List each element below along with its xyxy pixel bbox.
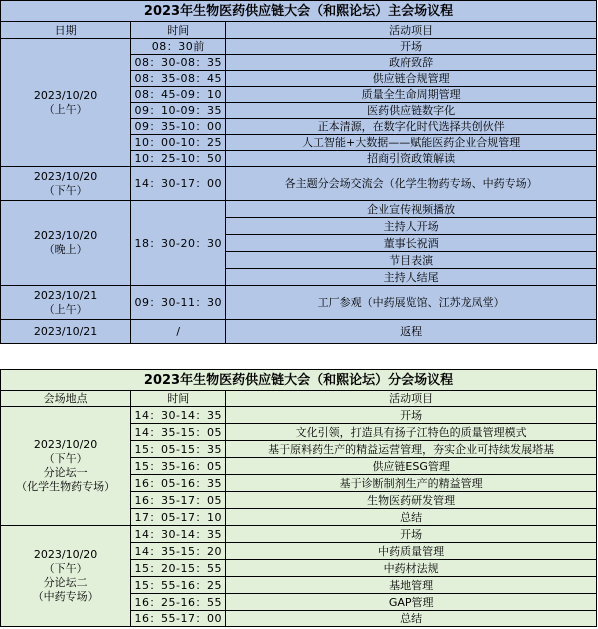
header-date: 日期 — [1, 22, 131, 39]
time-cell: 14：30-14：35 — [131, 526, 226, 543]
venue-name: 分论坛二 — [43, 576, 88, 589]
activity-cell: 文化引领，打造具有扬子江特色的质量管理模式 — [226, 424, 597, 441]
time-cell: 16：05-16：35 — [131, 475, 226, 492]
period-text: （上午） — [43, 302, 88, 316]
date-text: 2023/10/21 — [33, 288, 98, 302]
venue-topic: （化学生物药专场） — [16, 480, 116, 493]
date-text: 2023/10/20 — [33, 88, 98, 102]
activity-cell: 董事长祝酒 — [226, 235, 597, 252]
activity-cell: 质量全生命周期管理 — [226, 87, 597, 103]
time-cell: 15：20-15：55 — [131, 560, 226, 577]
header-venue: 会场地点 — [1, 391, 131, 407]
venue-topic: （中药专场） — [32, 590, 99, 603]
time-cell: 10：25-10：50 — [131, 151, 226, 167]
time-cell: 14：35-15：05 — [131, 424, 226, 441]
date-text: 2023/10/20 — [33, 229, 98, 242]
time-cell: 17：05-17：10 — [131, 509, 226, 526]
date-cell — [1, 286, 131, 320]
activity-cell: 人工智能+大数据——赋能医药企业合规管理 — [226, 135, 597, 151]
time-cell: 08：30前 — [131, 39, 226, 55]
time-cell: 09：30-11：30 — [131, 286, 226, 320]
period-text: （下午） — [43, 183, 88, 197]
time-cell: / — [131, 320, 226, 344]
activity-cell: 基于原料药生产的精益运营管理，夯实企业可持续发展塔基 — [226, 441, 597, 458]
sub-venue-agenda-table — [0, 369, 597, 627]
period-text: （下午） — [43, 452, 88, 465]
venue-cell — [1, 407, 131, 526]
time-cell: 16：35-17：05 — [131, 492, 226, 509]
activity-cell: 总结 — [226, 509, 597, 526]
activity-cell: 生物医药研发管理 — [226, 492, 597, 509]
date-cell: 2023/10/21 — [1, 320, 131, 344]
time-cell: 10：00-10：25 — [131, 135, 226, 151]
date-text: 2023/10/20 — [33, 548, 98, 561]
activity-cell: 中药质量管理 — [226, 543, 597, 560]
activity-cell: 招商引资政策解读 — [226, 151, 597, 167]
activity-cell: 开场 — [226, 407, 597, 424]
header-activity: 活动项目 — [226, 391, 597, 407]
period-text: （下午） — [43, 562, 88, 575]
date-cell — [1, 167, 131, 201]
time-cell: 15：05-15：35 — [131, 441, 226, 458]
activity-cell: 主持人结尾 — [226, 269, 597, 286]
activity-cell: 正本清源，在数字化时代选择共创伙伴 — [226, 119, 597, 135]
activity-cell: 返程 — [226, 320, 597, 344]
activity-cell: 政府致辞 — [226, 55, 597, 71]
time-cell: 08：35-08：45 — [131, 71, 226, 87]
header-activity: 活动项目 — [226, 22, 597, 39]
header-time: 时间 — [131, 391, 226, 407]
time-cell: 08：45-09：10 — [131, 87, 226, 103]
date-text: 2023/10/20 — [33, 438, 98, 451]
activity-cell: 主持人开场 — [226, 218, 597, 235]
activity-cell: 节目表演 — [226, 252, 597, 269]
date-text: 2023/10/20 — [33, 169, 98, 183]
activity-cell: 各主题分会场交流会（化学生物药专场、中药专场） — [226, 167, 597, 201]
date-cell — [1, 201, 131, 286]
time-cell: 14：35-15：20 — [131, 543, 226, 560]
period-text: （晚上） — [43, 243, 88, 256]
activity-cell: GAP管理 — [226, 594, 597, 611]
activity-cell: 开场 — [226, 39, 597, 55]
activity-cell: 基于诊断制剂生产的精益管理 — [226, 475, 597, 492]
table-separator — [0, 352, 598, 369]
period-text: （上午） — [43, 102, 88, 116]
time-cell: 16：25-16：55 — [131, 594, 226, 611]
date-cell — [1, 39, 131, 167]
activity-cell: 中药材法规 — [226, 560, 597, 577]
activity-cell: 供应链合规管理 — [226, 71, 597, 87]
time-cell: 14：30-17：00 — [131, 167, 226, 201]
activity-cell: 医药供应链数字化 — [226, 103, 597, 119]
time-cell: 18：30-20：30 — [131, 201, 226, 286]
time-cell: 08：30-08：35 — [131, 55, 226, 71]
header-time: 时间 — [131, 22, 226, 39]
time-cell: 14：30-14：35 — [131, 407, 226, 424]
activity-cell: 总结 — [226, 611, 597, 627]
activity-cell: 开场 — [226, 526, 597, 543]
sub-agenda-title: 2023年生物医药供应链大会（和熙论坛）分会场议程 — [1, 370, 597, 391]
time-cell: 15：55-16：25 — [131, 577, 226, 594]
time-cell: 09：10-09：35 — [131, 103, 226, 119]
venue-cell — [1, 526, 131, 627]
time-cell: 09：35-10：00 — [131, 119, 226, 135]
main-agenda-title: 2023年生物医药供应链大会（和熙论坛）主会场议程 — [1, 1, 597, 22]
venue-name: 分论坛一 — [43, 466, 88, 479]
time-cell: 16：55-17：00 — [131, 611, 226, 627]
activity-cell: 工厂参观（中药展览馆、江苏龙凤堂） — [226, 286, 597, 320]
activity-cell: 供应链ESG管理 — [226, 458, 597, 475]
time-cell: 15：35-16：05 — [131, 458, 226, 475]
activity-cell: 基地管理 — [226, 577, 597, 594]
activity-cell: 企业宣传视频播放 — [226, 201, 597, 218]
